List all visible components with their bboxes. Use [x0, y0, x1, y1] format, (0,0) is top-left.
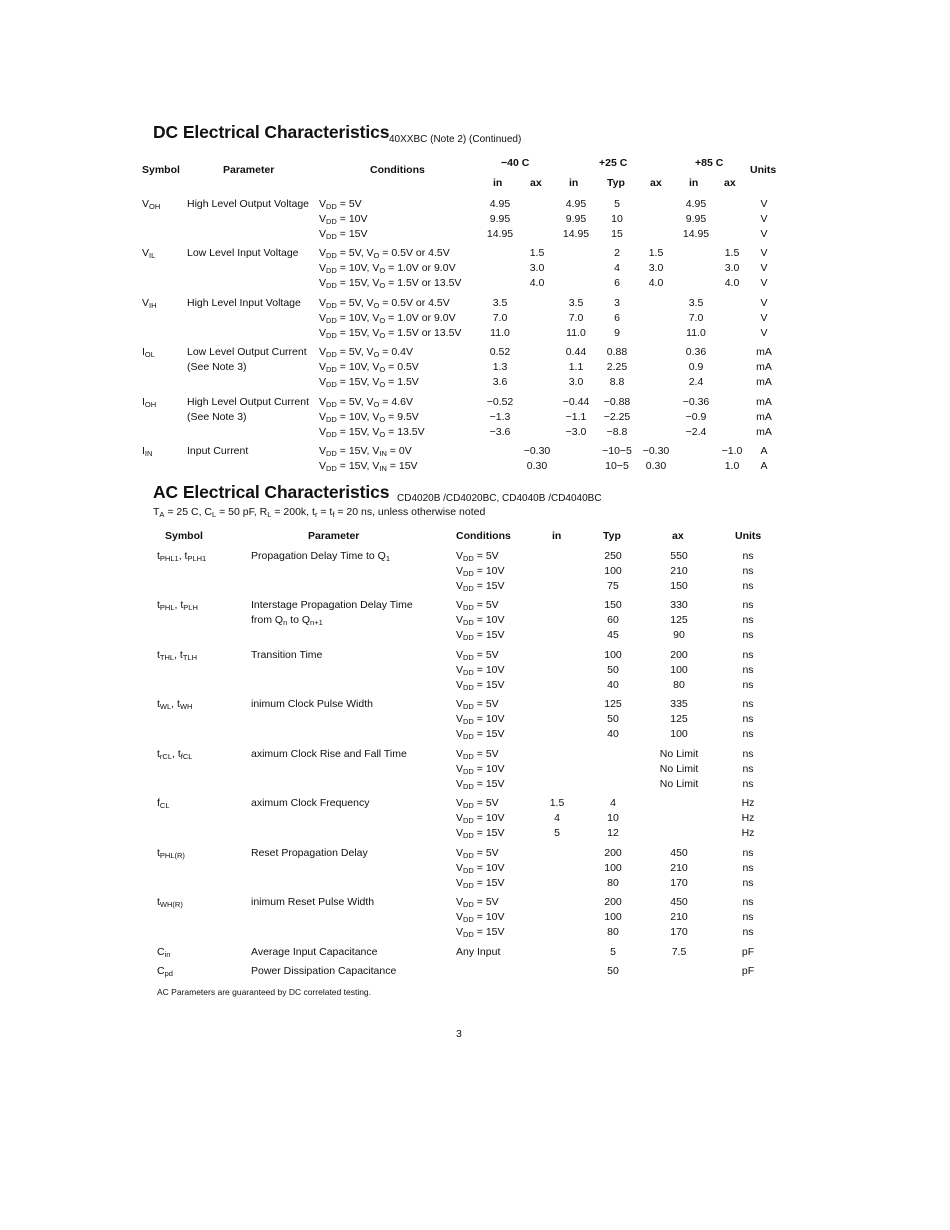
- ac-unit: ns: [742, 579, 754, 592]
- ac-value: 7.5: [671, 946, 687, 958]
- ac-symbol: $t_{WH(R)}$: [157, 896, 183, 909]
- ac-condition: $V_{DD} = 5V$: [456, 847, 499, 860]
- dc-value: 7.0: [492, 311, 508, 324]
- dc-unit: V: [760, 297, 768, 309]
- dc-value: −0.36: [682, 396, 710, 408]
- dc-sub-min-1: in: [493, 177, 503, 189]
- ac-value: 40: [607, 678, 619, 691]
- ac-condition: $V_{DD} = 10V$: [456, 663, 505, 677]
- dc-unit: V: [760, 311, 768, 324]
- dc-unit: mA: [756, 346, 772, 358]
- dc-condition: $V_{DD} = 15V$, $V_O = 1.5V$ or 13.5V: [319, 276, 462, 290]
- ac-unit: Hz: [741, 826, 755, 839]
- ac-unit: ns: [742, 698, 754, 710]
- ac-value: 90: [673, 628, 685, 641]
- ac-value: 5: [554, 826, 560, 839]
- ac-unit: ns: [742, 613, 754, 626]
- dc-value: −0.88: [603, 396, 631, 408]
- dc-value: 7.0: [568, 311, 584, 324]
- dc-unit: A: [760, 459, 768, 472]
- ac-unit: ns: [742, 847, 754, 859]
- dc-value: 9: [614, 326, 620, 339]
- ac-col-parameter: Parameter: [308, 530, 360, 542]
- ac-value: 1.5: [549, 797, 565, 809]
- ac-unit: ns: [742, 925, 754, 938]
- dc-value: 1.5: [648, 247, 664, 259]
- dc-sub-min-3: in: [689, 177, 699, 189]
- ac-value: No Limit: [659, 762, 699, 775]
- dc-condition: $V_{DD} = 10V$, $V_O = 9.5V$: [319, 410, 419, 424]
- dc-value: −0.30: [523, 445, 551, 457]
- dc-value: 14.95: [562, 227, 590, 240]
- ac-unit: ns: [742, 876, 754, 889]
- ac-parameter: inimum Reset Pulse Width: [251, 896, 375, 908]
- dc-value: 4.95: [565, 198, 587, 210]
- dc-sub-typ: Typ: [607, 177, 625, 189]
- ac-condition: $V_{DD} = 10V$: [456, 910, 505, 924]
- dc-unit: V: [760, 247, 768, 259]
- ac-value: 200: [604, 847, 622, 859]
- dc-unit: V: [760, 212, 768, 225]
- ac-unit: ns: [742, 712, 754, 725]
- dc-parameter: (See Note 3): [187, 360, 247, 373]
- ac-value: 50: [607, 965, 619, 977]
- dc-symbol: $V_{IL}$: [142, 247, 156, 260]
- dc-value: 11.0: [566, 326, 586, 339]
- dc-value: 10: [611, 212, 623, 225]
- dc-title: DC Electrical Characteristics: [153, 122, 390, 142]
- dc-unit: mA: [756, 360, 772, 373]
- dc-sub-max-2: ax: [650, 177, 662, 189]
- dc-value: −8.8: [606, 425, 628, 438]
- ac-value: 10: [607, 811, 619, 824]
- ac-symbol: $C_{in}$: [157, 946, 171, 959]
- dc-parameter: High Level Output Current: [187, 396, 309, 408]
- dc-value: 0.30: [645, 459, 667, 472]
- dc-value: −1.0: [721, 445, 743, 457]
- dc-value: 3.5: [688, 297, 704, 309]
- ac-unit: ns: [742, 663, 754, 676]
- dc-col-t1: −40 C: [501, 157, 530, 169]
- ac-unit: ns: [742, 910, 754, 923]
- ac-condition: $V_{DD} = 10V$: [456, 811, 505, 825]
- dc-unit: mA: [756, 410, 772, 423]
- ac-symbol: $t_{PHL1}$, $t_{PLH1}$: [157, 550, 207, 563]
- ac-title: AC Electrical Characteristics: [153, 482, 390, 502]
- dc-value: −0.9: [685, 410, 707, 423]
- ac-unit: pF: [741, 946, 755, 958]
- ac-value: 40: [607, 727, 619, 740]
- dc-value: 1.0: [724, 459, 740, 472]
- ac-condition: $V_{DD} = 15V$: [456, 579, 505, 593]
- ac-value: 450: [670, 896, 688, 908]
- dc-value: 3.0: [529, 261, 545, 274]
- ac-parameter: aximum Clock Frequency: [251, 797, 370, 809]
- ac-parameter: Transition Time: [251, 649, 323, 661]
- ac-value: 150: [670, 579, 688, 592]
- dc-value: 4.95: [489, 198, 511, 210]
- ac-value: 50: [607, 712, 619, 725]
- ac-unit: Hz: [741, 797, 755, 809]
- dc-value: 3.5: [568, 297, 584, 309]
- dc-condition: $V_{DD} = 15V$: [319, 227, 368, 241]
- dc-value: 11.0: [686, 326, 706, 339]
- ac-condition: $V_{DD} = 5V$: [456, 797, 499, 810]
- dc-value: 9.95: [565, 212, 587, 225]
- dc-col-symbol: Symbol: [142, 164, 180, 176]
- ac-value: 100: [604, 861, 622, 874]
- dc-unit: V: [760, 326, 768, 339]
- ac-value: 550: [670, 550, 688, 562]
- dc-value: 1.5: [724, 247, 740, 259]
- ac-value: 125: [670, 613, 688, 626]
- ac-subtitle: CD4020B /CD4020BC, CD4040B /CD4040BC: [397, 493, 602, 504]
- ac-parameter: Reset Propagation Delay: [251, 847, 368, 859]
- dc-unit: mA: [756, 396, 772, 408]
- ac-value: 125: [604, 698, 622, 710]
- dc-parameter: (See Note 3): [187, 410, 247, 423]
- dc-value: 1.5: [529, 247, 545, 259]
- ac-value: 100: [670, 663, 688, 676]
- dc-value: 0.52: [489, 346, 511, 358]
- dc-unit: V: [760, 198, 768, 210]
- dc-value: 3: [614, 297, 620, 309]
- dc-value: 0.30: [526, 459, 548, 472]
- ac-value: 5: [610, 946, 616, 958]
- ac-value: 170: [670, 876, 688, 889]
- ac-conditions-line: $T_A = 25$ C, $C_L = 50$ pF, $R_L = 200k$, $t_r = t_f = 20$ ns, unless otherwise noted: [153, 506, 486, 519]
- dc-value: 4.0: [724, 276, 740, 289]
- dc-value: 9.95: [489, 212, 511, 225]
- ac-parameter: Interstage Propagation Delay Time: [251, 599, 413, 611]
- dc-parameter: High Level Output Voltage: [187, 198, 310, 210]
- dc-col-units: Units: [750, 164, 777, 176]
- ac-condition: $V_{DD} = 10V$: [456, 564, 505, 578]
- ac-unit: ns: [742, 777, 754, 790]
- ac-col-units: Units: [735, 530, 762, 542]
- dc-col-t2: +25 C: [599, 157, 628, 169]
- ac-symbol: $C_{pd}$: [157, 965, 173, 978]
- dc-value: 0.44: [565, 346, 587, 358]
- ac-condition: $V_{DD} = 5V$: [456, 698, 499, 711]
- ac-unit: ns: [742, 599, 754, 611]
- ac-condition: $V_{DD} = 15V$: [456, 876, 505, 890]
- dc-condition: $V_{DD} = 10V$, $V_O = 1.0V$ or 9.0V: [319, 311, 456, 325]
- ac-col-max: ax: [672, 530, 684, 542]
- ac-condition: $V_{DD} = 5V$: [456, 649, 499, 662]
- ac-unit: Hz: [741, 811, 755, 824]
- ac-condition: $V_{DD} = 15V$: [456, 777, 505, 791]
- ac-value: 210: [670, 910, 688, 923]
- ac-value: 50: [607, 663, 619, 676]
- ac-unit: ns: [742, 762, 754, 775]
- ac-value: 210: [670, 861, 688, 874]
- dc-value: 4.0: [648, 276, 664, 289]
- dc-symbol: $V_{IH}$: [142, 297, 157, 310]
- dc-condition: $V_{DD} = 15V$, $V_O = 1.5V$ or 13.5V: [319, 326, 462, 340]
- ac-value: 250: [604, 550, 622, 562]
- dc-value: −0.52: [486, 396, 514, 408]
- ac-condition: $V_{DD} = 5V$: [456, 550, 499, 563]
- dc-value: 0.88: [606, 346, 628, 358]
- ac-value: 60: [607, 613, 619, 626]
- dc-value: 0.36: [685, 346, 707, 358]
- dc-symbol: $I_{OH}$: [142, 396, 157, 409]
- dc-value: 2.4: [688, 375, 704, 388]
- dc-symbol: $I_{IN}$: [142, 445, 153, 458]
- ac-condition: $V_{DD} = 10V$: [456, 613, 505, 627]
- ac-col-min: in: [552, 530, 562, 542]
- dc-value: 7.0: [688, 311, 704, 324]
- ac-symbol: $t_{PHL}$, $t_{PLH}$: [157, 599, 198, 612]
- ac-condition: $V_{DD} = 10V$: [456, 762, 505, 776]
- dc-condition: $V_{DD} = 5V$, $V_O = 0.5V$ or 4.5V: [319, 247, 450, 260]
- dc-col-parameter: Parameter: [223, 164, 275, 176]
- dc-value: −2.25: [603, 410, 631, 423]
- ac-value: 100: [604, 649, 622, 661]
- dc-value: 14.95: [486, 227, 514, 240]
- dc-parameter: Input Current: [187, 445, 249, 457]
- ac-unit: ns: [742, 678, 754, 691]
- dc-value: 2: [614, 247, 620, 259]
- dc-value: 2.25: [606, 360, 628, 373]
- dc-condition: $V_{DD} = 10V$: [319, 212, 368, 226]
- ac-value: 80: [607, 876, 619, 889]
- ac-value: 335: [670, 698, 688, 710]
- dc-value: 5: [614, 198, 620, 210]
- ac-symbol: $t_{rCL}$, $t_{fCL}$: [157, 748, 193, 761]
- ac-col-typ: Typ: [603, 530, 621, 542]
- ac-col-conditions: Conditions: [456, 530, 511, 542]
- ac-value: 4: [610, 797, 616, 809]
- dc-value: 11.0: [490, 326, 510, 339]
- ac-value: 100: [604, 564, 622, 577]
- dc-value: 8.8: [609, 375, 625, 388]
- ac-condition: $V_{DD} = 15V$: [456, 826, 505, 840]
- ac-symbol: $t_{PHL(R)}$: [157, 847, 185, 860]
- ac-value: 200: [604, 896, 622, 908]
- ac-condition: $V_{DD} = 10V$: [456, 712, 505, 726]
- ac-symbol: $f_{CL}$: [157, 797, 170, 810]
- ac-unit: ns: [742, 748, 754, 760]
- dc-value: 15: [611, 227, 623, 240]
- dc-value: 3.0: [648, 261, 664, 274]
- dc-unit: V: [760, 261, 768, 274]
- ac-parameter: Average Input Capacitance: [251, 946, 378, 958]
- dc-value: 1.3: [492, 360, 508, 373]
- dc-value: 3.5: [492, 297, 508, 309]
- ac-condition: $V_{DD} = 15V$: [456, 925, 505, 939]
- dc-symbol: $I_{OL}$: [142, 346, 155, 359]
- dc-value: −0.44: [562, 396, 590, 408]
- dc-condition: $V_{DD} = 15V$, $V_{IN} = 15V$: [319, 459, 418, 473]
- ac-footnote: AC Parameters are guaranteed by DC correlated testing.: [157, 987, 372, 997]
- ac-unit: ns: [742, 564, 754, 577]
- dc-value: −0.30: [642, 445, 670, 457]
- dc-value: 6: [614, 276, 620, 289]
- ac-value: 4: [554, 811, 560, 824]
- dc-value: 4: [614, 261, 620, 274]
- dc-value: 4.95: [685, 198, 707, 210]
- ac-condition: $V_{DD} = 5V$: [456, 896, 499, 909]
- dc-value: 14.95: [682, 227, 710, 240]
- ac-symbol: $t_{WL}$, $t_{WH}$: [157, 698, 193, 711]
- ac-unit: ns: [742, 727, 754, 740]
- ac-value: 125: [670, 712, 688, 725]
- dc-value: −3.6: [489, 425, 511, 438]
- dc-value: 3.0: [568, 375, 584, 388]
- dc-symbol: $V_{OH}$: [142, 198, 161, 211]
- dc-col-t3: +85 C: [695, 157, 724, 169]
- dc-unit: mA: [756, 425, 772, 438]
- dc-value: −2.4: [685, 425, 707, 438]
- dc-condition: $V_{DD} = 5V$, $V_O = 0.5V$ or 4.5V: [319, 297, 450, 310]
- dc-subtitle: 40XXBC (Note 2) (Continued): [389, 134, 522, 145]
- ac-unit: ns: [742, 550, 754, 562]
- ac-unit: ns: [742, 649, 754, 661]
- dc-condition: $V_{DD} = 5V$, $V_O = 0.4V$: [319, 346, 413, 359]
- ac-condition: $V_{DD} = 15V$: [456, 727, 505, 741]
- ac-unit: ns: [742, 861, 754, 874]
- dc-unit: V: [760, 276, 768, 289]
- dc-condition: $V_{DD} = 10V$, $V_O = 1.0V$ or 9.0V: [319, 261, 456, 275]
- ac-condition: $V_{DD} = 15V$: [456, 628, 505, 642]
- dc-unit: A: [760, 445, 768, 457]
- ac-condition: $V_{DD} = 5V$: [456, 748, 499, 761]
- ac-condition: $V_{DD} = 5V$: [456, 599, 499, 612]
- dc-value: 10−5: [605, 459, 629, 472]
- dc-value: 9.95: [685, 212, 707, 225]
- ac-parameter: Power Dissipation Capacitance: [251, 965, 397, 977]
- ac-value: 12: [607, 826, 619, 839]
- dc-condition: $V_{DD} = 5V$, $V_O = 4.6V$: [319, 396, 413, 409]
- ac-condition: $V_{DD} = 10V$: [456, 861, 505, 875]
- dc-value: 0.9: [688, 360, 704, 373]
- ac-parameter: Propagation Delay Time to $Q_1$: [251, 550, 390, 563]
- dc-unit: V: [760, 227, 768, 240]
- dc-value: 6: [614, 311, 620, 324]
- ac-value: 75: [607, 579, 619, 592]
- ac-value: 100: [670, 727, 688, 740]
- ac-unit: ns: [742, 628, 754, 641]
- ac-value: 80: [607, 925, 619, 938]
- dc-value: 3.6: [492, 375, 508, 388]
- ac-value: 100: [604, 910, 622, 923]
- dc-condition: $V_{DD} = 15V$, $V_{IN} = 0V$: [319, 445, 412, 458]
- dc-value: −10−5: [602, 445, 632, 457]
- ac-parameter: inimum Clock Pulse Width: [251, 698, 373, 710]
- ac-value: 150: [604, 599, 622, 611]
- dc-value: 3.0: [724, 261, 740, 274]
- dc-unit: mA: [756, 375, 772, 388]
- ac-value: No Limit: [659, 777, 699, 790]
- ac-value: 450: [670, 847, 688, 859]
- dc-parameter: Low Level Output Current: [187, 346, 307, 358]
- ac-value: 170: [670, 925, 688, 938]
- page-number: 3: [456, 1028, 462, 1040]
- ac-symbol: $t_{THL}$, $t_{TLH}$: [157, 649, 198, 662]
- ac-parameter: aximum Clock Rise and Fall Time: [251, 748, 407, 760]
- ac-col-symbol: Symbol: [165, 530, 203, 542]
- dc-sub-max-1: ax: [530, 177, 542, 189]
- ac-parameter: from $Q_n$ to $Q_{n+1}$: [251, 613, 323, 627]
- dc-parameter: Low Level Input Voltage: [187, 247, 299, 259]
- dc-value: 4.0: [529, 276, 545, 289]
- dc-condition: $V_{DD} = 15V$, $V_O = 1.5V$: [319, 375, 419, 389]
- dc-sub-max-3: ax: [724, 177, 736, 189]
- ac-value: No Limit: [659, 748, 699, 760]
- ac-condition: $V_{DD} = 15V$: [456, 678, 505, 692]
- dc-condition: $V_{DD} = 15V$, $V_O = 13.5V$: [319, 425, 425, 439]
- dc-sub-min-2: in: [569, 177, 579, 189]
- ac-value: 45: [607, 628, 619, 641]
- dc-condition: $V_{DD} = 10V$, $V_O = 0.5V$: [319, 360, 419, 374]
- dc-condition: $V_{DD} = 5V$: [319, 198, 362, 211]
- dc-col-conditions: Conditions: [370, 164, 425, 176]
- ac-value: 210: [670, 564, 688, 577]
- ac-unit: pF: [741, 965, 755, 977]
- dc-value: −1.3: [489, 410, 511, 423]
- ac-value: 200: [670, 649, 688, 661]
- ac-value: 80: [673, 678, 685, 691]
- dc-parameter: High Level Input Voltage: [187, 297, 301, 309]
- dc-value: 1.1: [568, 360, 584, 373]
- dc-value: −1.1: [565, 410, 587, 423]
- dc-value: −3.0: [565, 425, 587, 438]
- ac-unit: ns: [742, 896, 754, 908]
- ac-condition: Any Input: [456, 946, 501, 958]
- ac-value: 330: [670, 599, 688, 611]
